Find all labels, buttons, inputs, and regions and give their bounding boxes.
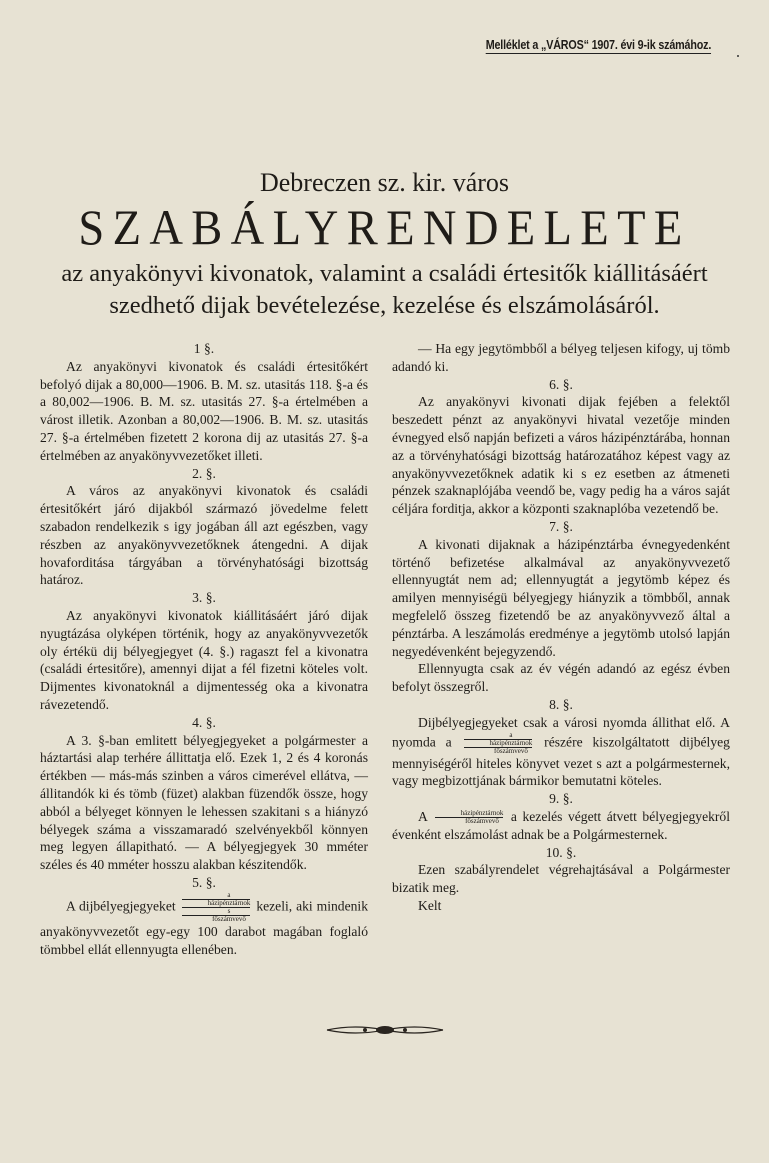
right-column [392,340,730,915]
section-6-text: Az anyakönyvi kivonati dijak fejében a felektől beszedett pénzt az anyakönyvi hivatal vezetője minden évnegyed első napján befizeti a város házipénztárába, honnan az a törvényhatósági bizottság határozatához képest vagy az anyakönyvvezetőknek adatik ki s ez esetben az átmeneti pénzek szaknaplójába veendő be, vagy pedig ha a város saját céljára forditja, akkor a központi szaknaplóba vezetendő be. [392,394,730,517]
subtitle-line-2: szedhető dijak bevételezése, kezelése és elszámolásáról. [109,292,660,319]
section-8-text: Dijbélyegjegyeket csak a városi nyomda állithat elő. A nyomda a a házipénztárnok főszámvevő részére kiszolgáltatott dijbélyeg mennyiségéről hiteles könyvet vezet s azt a polgármesternek, vagy megbizottjának bármikor bemutatni köteles. [392,714,730,789]
section-9-heading: 9. §. [549,791,573,807]
fraction-numerator: a házipénztárnok [182,892,251,908]
fraction-cashier-accountant-2: a házipénztárnok főszámvevő [464,732,533,755]
fraction-cashier-accountant-3: $\frac{\text{házipénztárnok}}{\text{főszámvevő}}$ [435,810,504,825]
section-4-text: A 3. §-ban emlitett bélyegjegyeket a polgármester a háztartási alap terhére állittatja elő. Ezek 1, 2 és 4 koronás értékben — más-más szinben a város cimerével ellátva, — állitandók ki és tömb (füzet) alakban füzendők össze, hogy abból a bélyeget könnyen le lehessen szakitani s a hiányzó bélyegek száma a visszamaradó szelvényekből könnyen meg legyen állapitható. — A bélyegjegyek 30 mméter széles és 40 mméter hosszu alakban készitendők. [40,732,368,873]
main-title: SZABÁLYRENDELETE [78,199,691,255]
section-5-text [40,892,368,959]
section-5-text-end: kezeli, aki mindenik anyakönyvvezetőt egy-egy 100 darabot magában foglaló tömbbel ellát ellennyugta ellenében. [40,898,368,957]
ornament-divider [0,1022,769,1043]
page-speck [737,55,739,57]
section-2-heading: 2. §. [192,465,216,481]
supplement-header: Melléklet a „VÁROS“ 1907. évi 9-ik számához. [485,38,711,52]
dated-line: Kelt [418,897,442,913]
section-10-text: Ezen szabályrendelet végrehajtásával a Polgármester bizatik meg. [392,862,730,896]
section-3-heading: 3. §. [192,590,216,606]
section-8-heading: 8. §. [549,696,573,712]
section-7-text: A kivonati dijaknak a házipénztárba évnegyedenként történő befizetése alkalmával az anyakönyvvezető ellennyugtát nem ad; ellennyugtát a jegytömb képez és amilyen mennyiségü bélyegjegy hiányzik a tömbből, annak megfelelő összeg fizetendő be az anyakönyvvező által a pénztárba. A leszámolás eredménye a jegytömb utolsó lapján negyedévenként bejegyzendő. [392,536,730,659]
section-7-heading: 7. §. [549,518,573,534]
section-1-heading: 1 §. [193,341,215,356]
section-5-text-start: A dijbélyegjegyeket [66,898,176,914]
subtitle-line-1: az anyakönyvi kivonatok, valamint a családi értesitők kiállitásáért [61,260,708,287]
ornament-icon [325,1022,445,1038]
section-5-heading: 5. §. [192,874,216,890]
section-2-text: A város az anyakönyvi kivonatok és családi értesitőkért járó dijakból származó jövedelme felett szabadon rendelkezik s igy jogában áll azt egészben, vagy részben az anyakönyvvezetőknek átengedni. A dijak hovaforditása tárgyában a törvényhatósági bizottság határoz. [40,483,368,588]
section-3-text: Az anyakönyvi kivonatok kiállitásáért járó dijak nyugtázása olyképen történik, hogy az anyakönyvvezetők oly értékü dij bélyegjegyet (4. §.) ragaszt fel a kivonatra (családi értesitőre), amennyi dijat a fél fizetni köteles volt. Dijmentes kivonatoknál a dijmentesség oka a kivonatra rávezetendő. [40,607,368,712]
left-column [40,340,368,958]
section-4-heading: 4. §. [192,714,216,730]
city-title: Debreczen sz. kir. város [259,168,510,197]
section-6-heading: 6. §. [549,376,573,392]
fraction-denominator: s főszámvevő [182,908,251,923]
section-9-text: A $\frac{\text{házipénztárnok}}{\text{főszámvevő}}$ a kezelés végett átvett bélyegjegyekről évenként elszámolást adnak be a Polgármesternek. [392,808,730,842]
section-1-text: Az anyakönyvi kivonatok és családi értesitőkért befolyó dijak a 80,000—1906. B. M. sz. utasitás 118. §-a és a 80,002—1906. B. M. sz. utasitás 27. §-a értelmében a várost illetik. Azonban a 80,002—1906. B. M. sz. utasitás 27. §-a értelmében fizetett 2 korona dij az utasitás 27. §-a értelmében az anyakönyvvezetőket illeti. [40,358,368,463]
fraction-cashier-accountant [182,892,251,923]
section-5-continuation: — Ha egy jegytömbből a bélyeg teljesen kifogy, uj tömb adandó ki. [392,341,730,374]
section-10-heading: 10. §. [545,844,577,860]
section-7-text-2: Ellennyugta csak az év végén adandó az egész évben befolyt összegről. [392,661,730,695]
